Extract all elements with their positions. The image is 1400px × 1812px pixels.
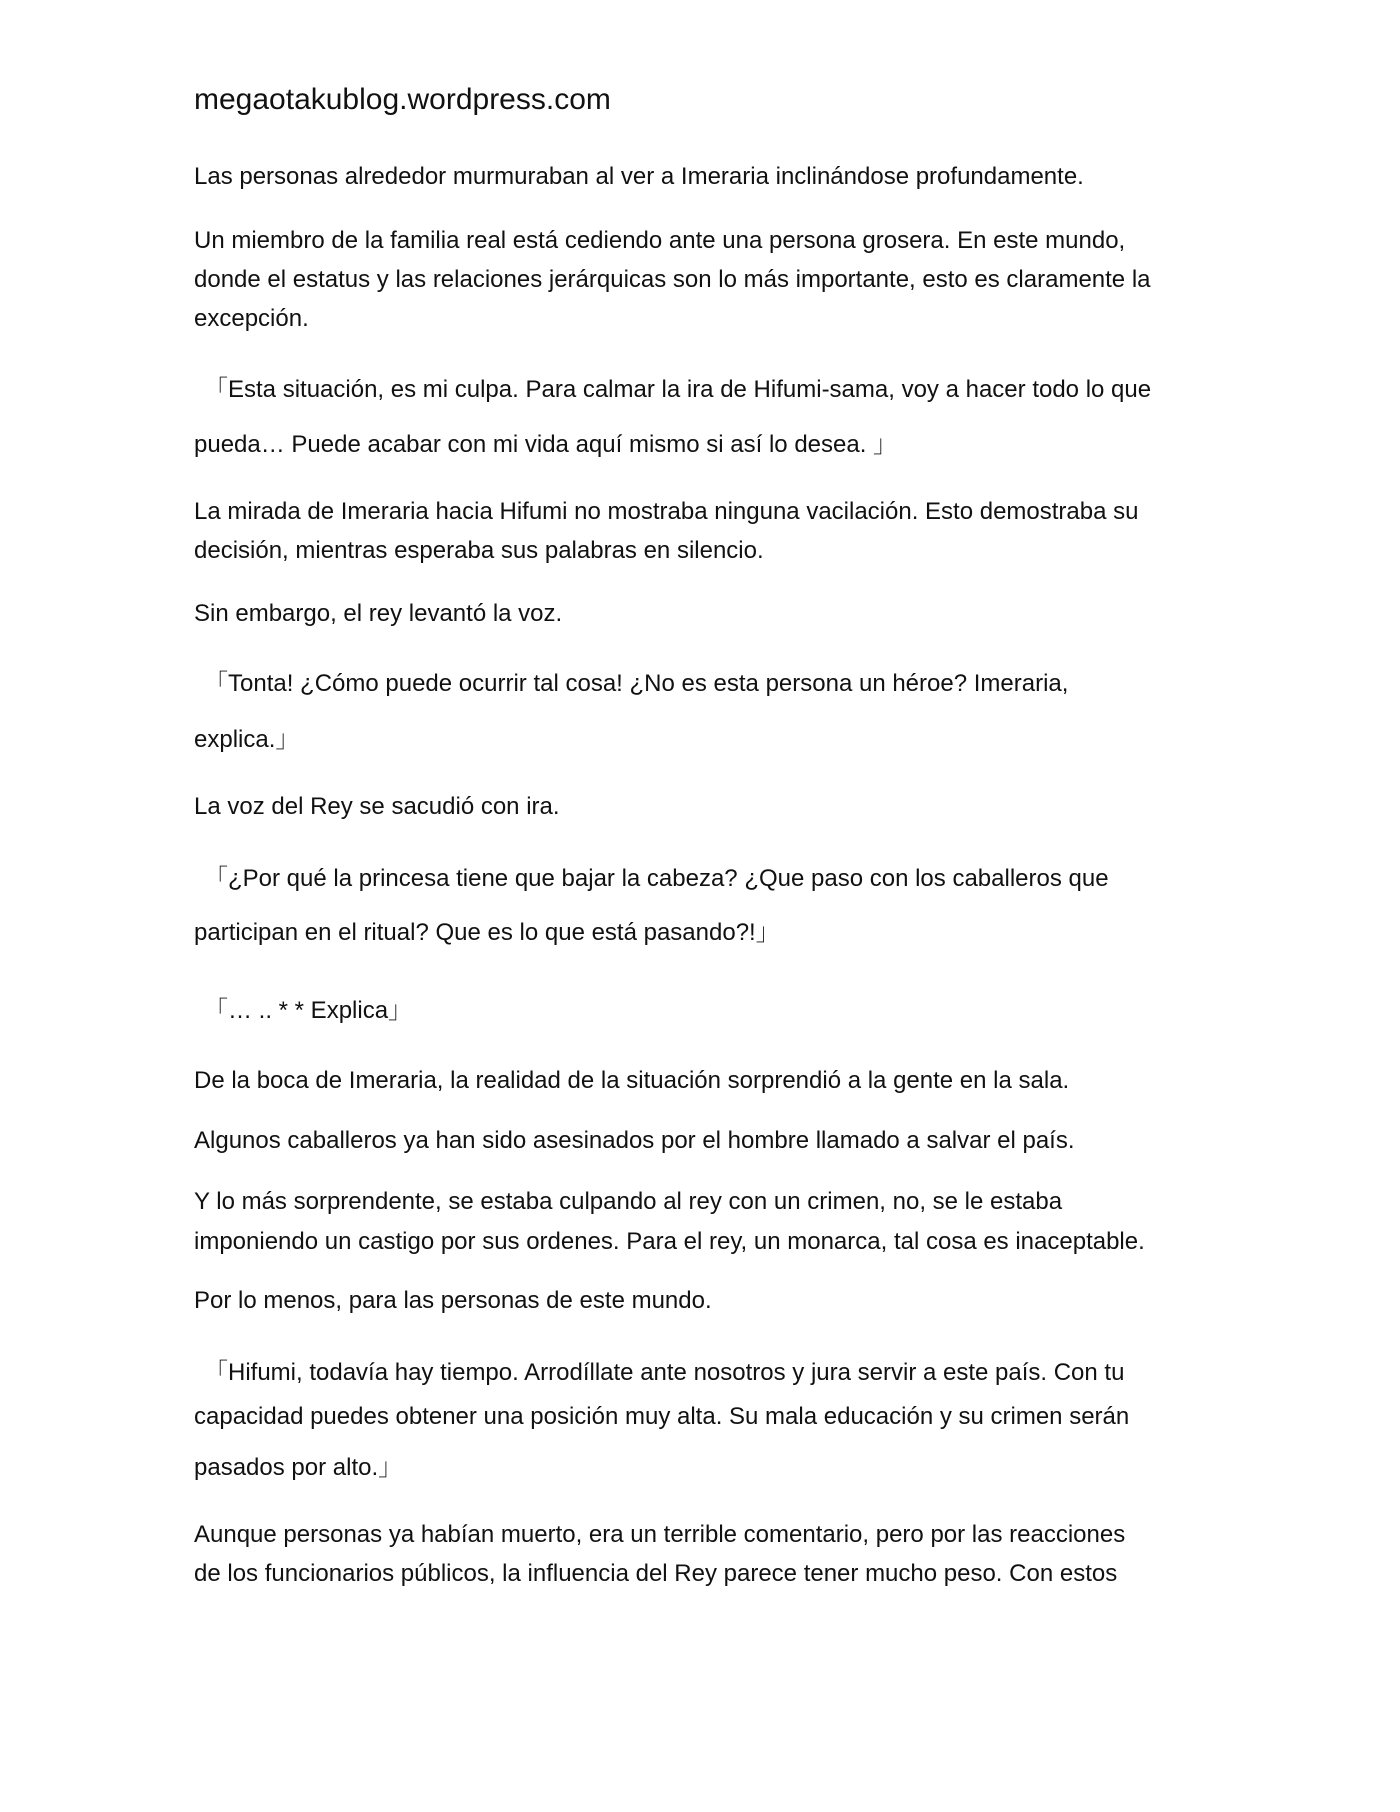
- dialogue-line: participan en el ritual? Que es lo que está pasando?!」: [194, 919, 780, 946]
- text-line: Aunque personas ya habían muerto, era un terrible comentario, pero por las reacciones: [194, 1521, 1126, 1548]
- dialogue-line: capacidad puedes obtener una posición muy alta. Su mala educación y su crimen serán: [194, 1403, 1130, 1430]
- text-line: de los funcionarios públicos, la influencia del Rey parece tener mucho peso. Con estos: [194, 1560, 1118, 1587]
- text-line: excepción.: [194, 305, 309, 332]
- dialogue-line: 「… .. * * Explica」: [204, 997, 413, 1024]
- text-line: La voz del Rey se sacudió con ira.: [194, 793, 560, 820]
- dialogue-line: explica.」: [194, 726, 300, 753]
- dialogue-line: pasados por alto.」: [194, 1454, 403, 1481]
- text-line: De la boca de Imeraria, la realidad de la situación sorprendió a la gente en la sala.: [194, 1067, 1070, 1094]
- text-line: Y lo más sorprendente, se estaba culpando al rey con un crimen, no, se le estaba: [194, 1188, 1063, 1215]
- text-line: Un miembro de la familia real está cediendo ante una persona grosera. En este mundo,: [194, 227, 1126, 254]
- text-line: decisión, mientras esperaba sus palabras en silencio.: [194, 537, 764, 564]
- dialogue-line: 「Tonta! ¿Cómo puede ocurrir tal cosa! ¿No es esta persona un héroe? Imeraria,: [204, 670, 1069, 697]
- dialogue-line: 「Esta situación, es mi culpa. Para calmar la ira de Hifumi-sama, voy a hacer todo lo que: [204, 376, 1152, 403]
- dialogue-line: 「Hifumi, todavía hay tiempo. Arrodíllate ante nosotros y jura servir a este país. Con tu: [204, 1359, 1125, 1386]
- text-line: donde el estatus y las relaciones jerárquicas son lo más importante, esto es claramente la: [194, 266, 1151, 293]
- text-line: La mirada de Imeraria hacia Hifumi no mostraba ninguna vacilación. Esto demostraba su: [194, 498, 1139, 525]
- text-line: Algunos caballeros ya han sido asesinados por el hombre llamado a salvar el país.: [194, 1127, 1075, 1154]
- text-line: imponiendo un castigo por sus ordenes. Para el rey, un monarca, tal cosa es inaceptable.: [194, 1228, 1145, 1255]
- dialogue-line: pueda… Puede acabar con mi vida aquí mismo si así lo desea. 」: [194, 431, 898, 458]
- text-line: Sin embargo, el rey levantó la voz.: [194, 600, 563, 627]
- site-header: megaotakublog.wordpress.com: [194, 83, 611, 116]
- text-line: Por lo menos, para las personas de este mundo.: [194, 1287, 712, 1314]
- text-line: Las personas alrededor murmuraban al ver a Imeraria inclinándose profundamente.: [194, 163, 1084, 190]
- dialogue-line: 「¿Por qué la princesa tiene que bajar la cabeza? ¿Que paso con los caballeros que: [204, 865, 1109, 892]
